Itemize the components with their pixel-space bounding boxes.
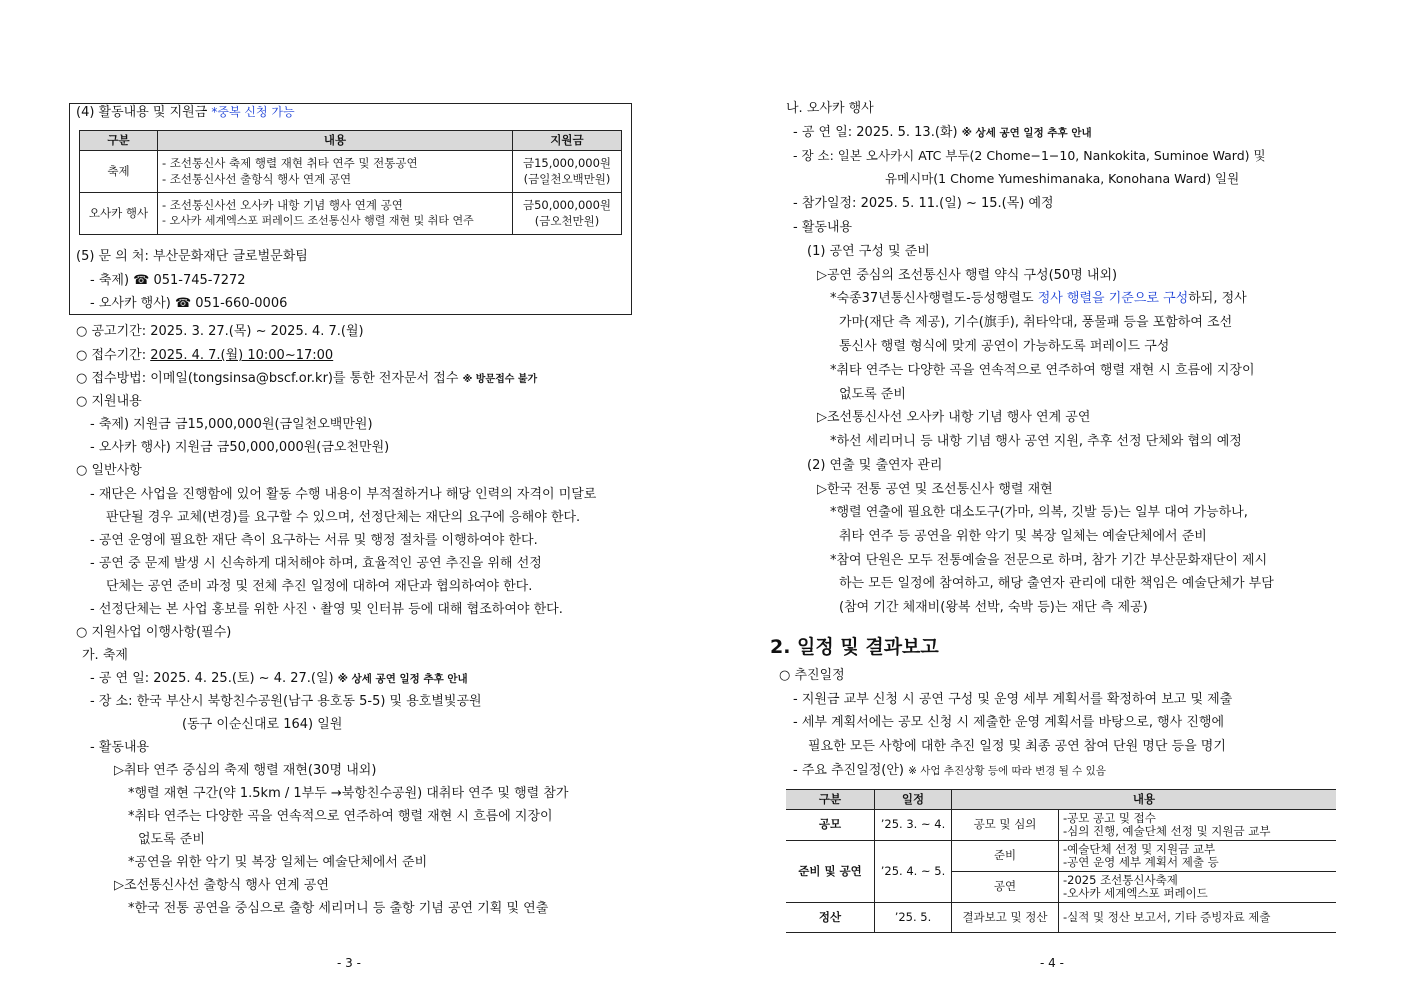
schedule-main xyxy=(793,764,1106,777)
receipt-method xyxy=(76,372,537,385)
osaka-title: 나. 오사카 행사 xyxy=(786,101,874,116)
row-item: - 조선통신사선 출항식 행사 연계 공연 xyxy=(162,171,352,186)
contact-osaka: - 오사카 행사) ☎ 051-660-0006 xyxy=(90,296,288,311)
sched-items xyxy=(1059,872,1337,903)
row-content xyxy=(158,193,513,235)
sched-sub: 결과보고 및 정산 xyxy=(952,903,1059,933)
sched-header-content: 내용 xyxy=(952,790,1337,810)
row-amount xyxy=(513,193,622,235)
receipt-value: 2025. 4. 7.(월) 10:00~17:00 xyxy=(150,348,334,363)
osaka-line: ▷조선통신사선 오사카 내항 기념 행사 연계 공연 xyxy=(817,410,1091,425)
row-content xyxy=(158,151,513,193)
sched-date: ’25. 4. ~ 5. xyxy=(875,841,952,903)
section4-title-text: (4) 활동내용 및 지원금 xyxy=(76,105,208,120)
sched-item: -공연 운영 세부 계획서 제출 등 xyxy=(1063,855,1219,869)
row-amount xyxy=(513,151,622,193)
sched-category: 공모 xyxy=(786,810,875,841)
festival-line: *공연을 위한 악기 및 복장 일체는 예술단체에서 준비 xyxy=(128,855,428,870)
contact-title: (5) 문 의 처: 부산문화재단 글로벌문화팀 xyxy=(76,249,308,264)
section4-title xyxy=(76,106,295,119)
sched-items xyxy=(1059,903,1337,933)
receipt-period xyxy=(76,349,333,362)
sched-sub: 공모 및 심의 xyxy=(952,810,1059,841)
sched-date: ’25. 3. ~ 4. xyxy=(875,810,952,841)
general-title: ○ 일반사항 xyxy=(76,463,142,478)
osaka-line: 취타 연주 등 공연을 위한 악기 및 복장 일체는 예술단체에서 준비 xyxy=(839,529,1207,544)
amount-korean: (금일천오백만원) xyxy=(523,171,611,186)
osaka-place-cont: 유메시마(1 Chome Yumeshimanaka, Konohana Ward) 일원 xyxy=(885,171,1240,186)
method-text: ○ 접수방법: 이메일(tongsinsa@bscf.or.kr)를 통한 전자문서 접수 xyxy=(76,371,459,386)
page-number-left: - 3 - xyxy=(337,956,361,970)
festival-activity: - 활동내용 xyxy=(90,740,150,755)
sched-category: 정산 xyxy=(786,903,875,933)
osaka-line: 통신사 행렬 형식에 맞게 공연이 가능하도록 퍼레이드 구성 xyxy=(839,339,1170,354)
support-table xyxy=(79,130,622,235)
row-category: 축제 xyxy=(80,151,158,193)
osaka-attend: - 참가일정: 2025. 5. 11.(일) ~ 15.(목) 예정 xyxy=(793,196,1054,211)
sched-item: -실적 및 정산 보고서, 기타 증빙자료 제출 xyxy=(1063,909,1271,924)
general-line: - 공연 운영에 필요한 재단 측이 요구하는 서류 및 행정 절차를 이행하여야 한다. xyxy=(90,533,538,548)
amount-value: 금15,000,000원 xyxy=(522,155,612,170)
amount-korean: (금오천만원) xyxy=(534,213,600,228)
header-category: 구분 xyxy=(80,131,158,151)
festival-place: - 장 소: 한국 부산시 북항친수공원(남구 용호동 5-5) 및 용호별빛공원 xyxy=(90,694,482,709)
osaka-line: ▷한국 전통 공연 및 조선통신사 행렬 재현 xyxy=(817,482,1053,497)
row-item: - 오사카 세계엑스포 퍼레이드 조선통신사 행렬 재현 및 취타 연주 xyxy=(162,213,474,227)
schedule-main-text: - 주요 추진일정(안) xyxy=(793,763,905,778)
sched-item: -예술단체 선정 및 지원금 교부 xyxy=(1063,842,1216,857)
duplicate-note: *중복 신청 가능 xyxy=(211,105,295,119)
festival-place-cont: (동구 이순신대로 164) 일원 xyxy=(182,717,343,732)
support-festival: - 축제) 지원금 금15,000,000원(금일천오백만원) xyxy=(90,417,373,432)
osaka-line-blue: 정사 행렬을 기준으로 구성 xyxy=(1037,291,1189,306)
section2-title: 2. 일정 및 결과보고 xyxy=(770,636,939,658)
osaka-line: ▷공연 중심의 조선통신사 행렬 약식 구성(50명 내외) xyxy=(817,268,1118,283)
osaka-place: - 장 소: 일본 오사카시 ATC 부두(2 Chome−1−10, Nankokita, Suminoe Ward) 및 xyxy=(793,148,1266,163)
table-row xyxy=(786,841,1336,872)
row-item: - 조선통신사선 오사카 내항 기념 행사 연계 공연 xyxy=(162,198,403,213)
notice-period: ○ 공고기간: 2025. 3. 27.(목) ~ 2025. 4. 7.(월) xyxy=(76,324,364,339)
festival-line: *한국 전통 공연을 중심으로 출항 세리머니 등 출항 기념 공연 기획 및 연출 xyxy=(128,901,549,916)
osaka-date xyxy=(793,126,1092,139)
osaka-line: 없도록 준비 xyxy=(839,387,906,402)
sched-header-date: 일정 xyxy=(875,790,952,810)
festival-date-text: - 공 연 일: 2025. 4. 25.(토) ~ 4. 27.(일) xyxy=(90,671,334,686)
osaka-line: (참여 기간 체재비(왕복 선박, 숙박 등)는 재단 측 제공) xyxy=(839,600,1148,615)
osaka-date-text: - 공 연 일: 2025. 5. 13.(화) xyxy=(793,125,958,140)
osaka-line: *취타 연주는 다양한 곡을 연속적으로 연주하여 행렬 재현 시 흐름에 지장이 xyxy=(830,363,1255,378)
festival-line: *행렬 재현 구간(약 1.5km / 1부두 →북항친수공원) 대취타 연주 및 행렬 참가 xyxy=(128,786,569,801)
schedule-table xyxy=(786,789,1336,933)
sched-item: -오사카 세계엑스포 퍼레이드 xyxy=(1063,886,1208,900)
page-number-right: - 4 - xyxy=(1040,956,1064,970)
method-note: ※ 방문접수 불가 xyxy=(462,374,538,385)
schedule-main-note: ※ 사업 추진상황 등에 따라 변경 될 수 있음 xyxy=(908,765,1106,777)
festival-line: ▷조선통신사선 출항식 행사 연계 공연 xyxy=(114,878,329,893)
schedule-line: - 지원금 교부 신청 시 공연 구성 및 운영 세부 계획서를 확정하여 보고 및 제출 xyxy=(793,692,1233,707)
general-line: - 재단은 사업을 진행함에 있어 활동 수행 내용이 부적절하거나 해당 인력의 자격이 미달로 xyxy=(90,487,597,502)
osaka-activity: - 활동내용 xyxy=(793,220,853,235)
contact-festival: - 축제) ☎ 051-745-7272 xyxy=(90,273,246,288)
osaka-line-post: 하되, 정사 xyxy=(1188,291,1247,306)
festival-title: 가. 축제 xyxy=(82,648,128,663)
sched-header-category: 구분 xyxy=(786,790,875,810)
general-line: - 공연 중 문제 발생 시 신속하게 대처해야 하며, 효율적인 공연 추진을 위해 선정 xyxy=(90,556,542,571)
sched-item: -심의 진행, 예술단체 선정 및 지원금 교부 xyxy=(1063,824,1271,838)
general-line: 판단될 경우 교체(변경)를 요구할 수 있으며, 선정단체는 재단의 요구에 응해야 한다. xyxy=(106,510,581,525)
header-content: 내용 xyxy=(158,131,513,151)
requirements-title: ○ 지원사업 이행사항(필수) xyxy=(76,625,232,640)
osaka-line: *참여 단원은 모두 전통예술을 전문으로 하며, 참가 기간 부산문화재단이 제시 xyxy=(830,553,1268,568)
table-row xyxy=(786,903,1336,933)
table-row xyxy=(80,193,622,235)
sched-item: -공모 공고 및 접수 xyxy=(1063,811,1156,826)
receipt-label: ○ 접수기간: xyxy=(76,348,151,363)
table-row xyxy=(80,151,622,193)
general-line: 단체는 공연 준비 과정 및 전체 추진 일정에 대하여 재단과 협의하여야 한다. xyxy=(106,579,533,594)
schedule-line: 필요한 모든 사항에 대한 추진 일정 및 최종 공연 참여 단원 명단 등을 명기 xyxy=(808,739,1226,754)
sched-item: -2025 조선통신사축제 xyxy=(1063,873,1178,888)
osaka-line: *행렬 연출에 필요한 대소도구(가마, 의복, 깃발 등)는 일부 대여 가능하나, xyxy=(830,505,1248,520)
sched-date: ’25. 5. xyxy=(875,903,952,933)
table-row xyxy=(786,810,1336,841)
header-amount: 지원금 xyxy=(513,131,622,151)
sched-items xyxy=(1059,810,1337,841)
sched-sub: 공연 xyxy=(952,872,1059,903)
osaka-line-pre: *숙종37년통신사행렬도-등성행렬도 xyxy=(830,291,1038,306)
schedule-title: ○ 추진일정 xyxy=(779,668,845,683)
amount-value: 금50,000,000원 xyxy=(522,197,612,212)
sched-category: 준비 및 공연 xyxy=(786,841,875,903)
schedule-line: - 세부 계획서에는 공모 신청 시 제출한 운영 계획서를 바탕으로, 행사 진행에 xyxy=(793,715,1225,730)
festival-line: 없도록 준비 xyxy=(138,832,205,847)
osaka-line: 하는 모든 일정에 참여하고, 해당 출연자 관리에 대한 책임은 예술단체가 부담 xyxy=(839,576,1274,591)
osaka-sub1: (1) 공연 구성 및 준비 xyxy=(807,244,930,259)
festival-line: *취타 연주는 다양한 곡을 연속적으로 연주하여 행렬 재현 시 흐름에 지장이 xyxy=(128,809,553,824)
festival-date xyxy=(90,672,468,685)
osaka-line-highlight xyxy=(830,292,1247,305)
row-category: 오사카 행사 xyxy=(80,193,158,235)
sched-sub: 준비 xyxy=(952,841,1059,872)
support-osaka: - 오사카 행사) 지원금 금50,000,000원(금오천만원) xyxy=(90,440,390,455)
general-line: - 선정단체는 본 사업 홍보를 위한 사진ㆍ촬영 및 인터뷰 등에 대해 협조하여야 한다. xyxy=(90,602,563,617)
osaka-line: *하선 세리머니 등 내항 기념 행사 공연 지원, 추후 선정 단체와 협의 예정 xyxy=(830,434,1242,449)
osaka-date-note: ※ 상세 공연 일정 추후 안내 xyxy=(961,127,1092,139)
osaka-line: 가마(재단 측 제공), 기수(旗手), 취타악대, 풍물패 등을 포함하여 조선 xyxy=(839,315,1233,330)
row-item: - 조선통신사 축제 행렬 재현 취타 연주 및 전통공연 xyxy=(162,155,418,170)
festival-date-note: ※ 상세 공연 일정 추후 안내 xyxy=(337,673,468,685)
support-title: ○ 지원내용 xyxy=(76,394,142,409)
festival-line: ▷취타 연주 중심의 축제 행렬 재현(30명 내외) xyxy=(114,763,377,778)
sched-items xyxy=(1059,841,1337,872)
osaka-sub2: (2) 연출 및 출연자 관리 xyxy=(807,458,943,473)
